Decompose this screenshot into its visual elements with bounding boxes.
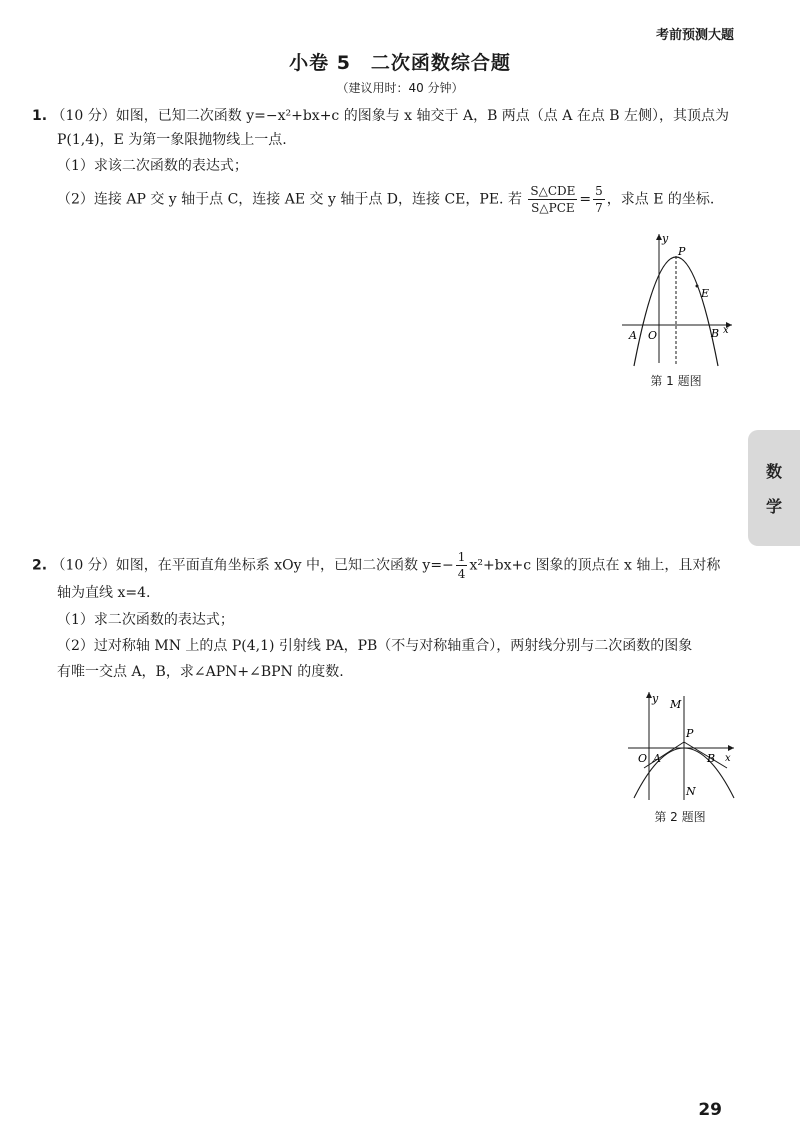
q2-coef-fraction — [456, 549, 468, 582]
q1-stem: （10 分）如图，已知二次函数 y=−x²+bx+c 的图象与 x 轴交于 A，B 两点（点 A 在点 B 左侧），其顶点为 — [51, 108, 730, 124]
q2-stem-start: （10 分）如图，在平面直角坐标系 xOy 中，已知二次函数 y=− — [51, 557, 454, 574]
q2-label-a: A — [653, 752, 661, 765]
q2-ray-pb — [684, 742, 727, 768]
q1-label-o: O — [648, 329, 658, 342]
q1-number: 1. — [32, 108, 48, 124]
q1-equals: = — [579, 191, 592, 208]
q2-coef-numerator: 1 — [457, 550, 466, 564]
q2-label-x: x — [725, 753, 731, 764]
q2-label-m: M — [670, 698, 682, 711]
q1-part2 — [57, 183, 714, 216]
q2-part2a: （2）过对称轴 MN 上的点 P(4,1) 引射线 PA，PB（不与对称轴重合），两射线分别与二次函数的图象 — [57, 638, 693, 654]
q2-part2b: 有唯一交点 A，B，求∠APN+∠BPN 的度数. — [57, 664, 344, 680]
q2-ray-pa — [644, 742, 684, 768]
q1-ratio-fraction — [528, 183, 577, 216]
page-title: 小卷 5 二次函数综合题 — [289, 52, 511, 74]
q2-label-o: O — [638, 752, 648, 765]
q1-label-p: P — [678, 245, 686, 258]
q1-part2-text: （2）连接 AP 交 y 轴于点 C，连接 AE 交 y 轴于点 D，连接 CE，PE. 若 — [57, 191, 522, 208]
q2-line2: 轴为直线 x=4. — [57, 585, 151, 601]
running-header: 考前预测大题 — [655, 28, 734, 43]
q2-number: 2. — [32, 557, 48, 574]
q1-value-denominator: 7 — [595, 201, 603, 215]
q1-figure — [612, 228, 742, 368]
q2-figure — [624, 688, 744, 804]
q2-label-n: N — [686, 785, 696, 798]
q2-x-arrow-icon — [728, 745, 734, 751]
q2-part1: （1）求二次函数的表达式； — [57, 612, 234, 628]
q2-label-b: B — [707, 752, 716, 765]
q1-label-b: B — [711, 327, 720, 340]
q1-line2: P(1,4)，E 为第一象限抛物线上一点. — [57, 132, 287, 148]
side-tab-char-1: 数 — [765, 462, 782, 481]
q1-value-fraction — [593, 183, 605, 216]
q1-point-e — [696, 285, 699, 288]
side-tab-char-2: 学 — [765, 497, 782, 516]
page-number: 29 — [698, 1100, 722, 1120]
q2-stem-end: x²+bx+c 图象的顶点在 x 轴上，且对称 — [469, 557, 721, 574]
subject-side-tab — [748, 430, 800, 546]
q2-label-p: P — [686, 727, 694, 740]
q1-label-y: y — [662, 232, 669, 245]
q1-line1 — [32, 106, 729, 126]
q1-part2-end: ，求点 E 的坐标. — [606, 191, 715, 208]
q2-line1 — [32, 549, 720, 582]
q1-label-x: x — [723, 325, 729, 336]
q2-coef-denominator: 4 — [457, 567, 466, 581]
q1-ratio-denominator: S△PCE — [531, 201, 575, 215]
q2-caption: 第 2 题图 — [654, 810, 706, 824]
q1-ratio-numerator: S△CDE — [530, 184, 576, 198]
q1-caption: 第 1 题图 — [650, 374, 702, 388]
q1-label-a: A — [629, 329, 637, 342]
q1-part1: （1）求该二次函数的表达式； — [57, 158, 248, 174]
q2-label-y: y — [652, 692, 659, 705]
q1-label-e: E — [701, 287, 710, 300]
q1-value-numerator: 5 — [595, 184, 603, 198]
page-subtitle: （建议用时：40 分钟） — [336, 81, 464, 95]
